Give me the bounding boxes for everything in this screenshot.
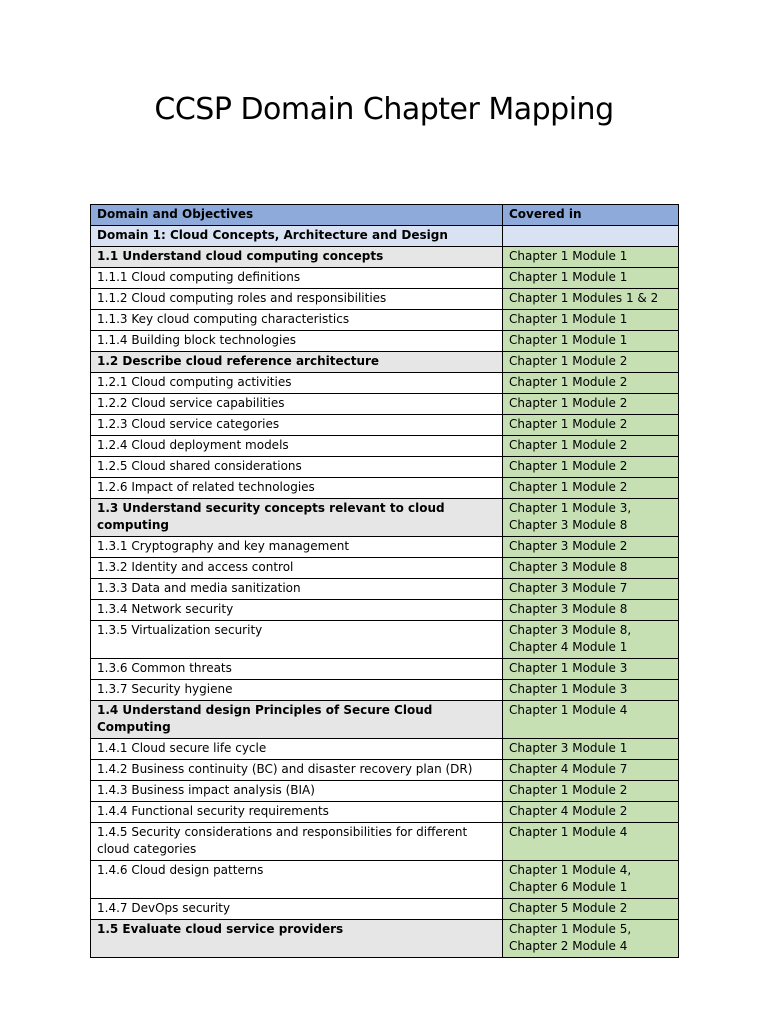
covered-in-cell: Chapter 3 Module 1 [503, 739, 679, 760]
cell-line: Chapter 4 Module 1 [509, 640, 628, 654]
objective-cell: 1.1.3 Key cloud computing characteristics [91, 310, 503, 331]
page-title: CCSP Domain Chapter Mapping [154, 92, 614, 127]
table-row [91, 659, 679, 680]
objective-cell: 1.4.1 Cloud secure life cycle [91, 739, 503, 760]
objective-row [91, 701, 679, 739]
domain-mapping-table [90, 204, 679, 958]
cell-line: Chapter 1 Module 5, [509, 922, 632, 936]
covered-in-cell: Chapter 5 Module 2 [503, 899, 679, 920]
covered-in-cell: Chapter 4 Module 7 [503, 760, 679, 781]
covered-in-cell: Chapter 1 Module 2 [503, 352, 679, 373]
table-row [91, 899, 679, 920]
objective-cell: 1.1.2 Cloud computing roles and responsibilities [91, 289, 503, 310]
table-row [91, 436, 679, 457]
table-row [91, 373, 679, 394]
objective-cell: 1.4.4 Functional security requirements [91, 802, 503, 823]
covered-in-cell: Chapter 3 Module 7 [503, 579, 679, 600]
table-row [91, 268, 679, 289]
objective-cell: 1.1.4 Building block technologies [91, 331, 503, 352]
covered-in-cell: Chapter 3 Module 8 [503, 558, 679, 579]
covered-in-cell: Chapter 1 Module 2 [503, 373, 679, 394]
objective-cell: 1.4.3 Business impact analysis (BIA) [91, 781, 503, 802]
covered-in-cell: Chapter 1 Module 2 [503, 415, 679, 436]
covered-in-cell: Chapter 1 Module 2 [503, 436, 679, 457]
covered-in-cell [503, 861, 679, 899]
objective-row [91, 247, 679, 268]
objective-cell [91, 823, 503, 861]
cell-line: Chapter 2 Module 4 [509, 939, 628, 953]
objective-cell: 1.2 Describe cloud reference architecture [91, 352, 503, 373]
covered-in-cell: Chapter 3 Module 8 [503, 600, 679, 621]
table-row [91, 394, 679, 415]
objective-cell: 1.2.1 Cloud computing activities [91, 373, 503, 394]
objective-cell: 1.5 Evaluate cloud service providers [91, 920, 503, 958]
objective-cell: 1.3 Understand security concepts relevant to cloud computing [91, 499, 503, 537]
table-row [91, 823, 679, 861]
covered-in-cell [503, 226, 679, 247]
objective-cell: 1.3.4 Network security [91, 600, 503, 621]
objective-cell: 1.3.3 Data and media sanitization [91, 579, 503, 600]
table-row [91, 310, 679, 331]
table-row [91, 861, 679, 899]
objective-row [91, 499, 679, 537]
objective-cell: 1.2.5 Cloud shared considerations [91, 457, 503, 478]
objective-cell: 1.3.1 Cryptography and key management [91, 537, 503, 558]
table-row [91, 415, 679, 436]
covered-in-cell: Chapter 1 Module 2 [503, 478, 679, 499]
covered-in-cell [503, 499, 679, 537]
objective-cell: 1.3.6 Common threats [91, 659, 503, 680]
table-row [91, 680, 679, 701]
table-body [91, 205, 679, 958]
covered-in-cell: Chapter 1 Module 1 [503, 247, 679, 268]
covered-in-cell: Chapter 1 Module 2 [503, 457, 679, 478]
covered-in-cell: Chapter 1 Module 2 [503, 394, 679, 415]
covered-in-cell: Chapter 1 Modules 1 & 2 [503, 289, 679, 310]
table-row [91, 537, 679, 558]
covered-in-cell: Chapter 1 Module 1 [503, 310, 679, 331]
table-row [91, 478, 679, 499]
cell-line: Chapter 6 Module 1 [509, 880, 628, 894]
covered-in-cell: Chapter 1 Module 4 [503, 701, 679, 739]
table-row [91, 621, 679, 659]
objective-cell: 1.4.2 Business continuity (BC) and disaster recovery plan (DR) [91, 760, 503, 781]
objective-cell: 1.3.5 Virtualization security [91, 621, 503, 659]
objective-cell: 1.1.1 Cloud computing definitions [91, 268, 503, 289]
objective-cell: 1.4.7 DevOps security [91, 899, 503, 920]
header-objectives: Domain and Objectives [91, 205, 503, 226]
objective-cell: 1.2.3 Cloud service categories [91, 415, 503, 436]
objective-cell: Domain 1: Cloud Concepts, Architecture and Design [91, 226, 503, 247]
objective-cell: 1.3.2 Identity and access control [91, 558, 503, 579]
covered-in-cell: Chapter 1 Module 3 [503, 680, 679, 701]
table-row [91, 331, 679, 352]
header-covered-in: Covered in [503, 205, 679, 226]
covered-in-cell: Chapter 1 Module 1 [503, 331, 679, 352]
table-row [91, 739, 679, 760]
covered-in-cell: Chapter 4 Module 2 [503, 802, 679, 823]
table-row [91, 289, 679, 310]
domain-row [91, 226, 679, 247]
cell-line: Chapter 1 Module 3, [509, 501, 632, 515]
cell-line: Chapter 1 Module 4, [509, 863, 632, 877]
cell-line: 1.4.5 Security considerations and responsibilities for different [97, 825, 468, 839]
covered-in-cell: Chapter 1 Module 1 [503, 268, 679, 289]
covered-in-cell: Chapter 1 Module 3 [503, 659, 679, 680]
objective-cell: 1.3.7 Security hygiene [91, 680, 503, 701]
table-row [91, 579, 679, 600]
table-row [91, 781, 679, 802]
objective-row [91, 920, 679, 958]
table-row [91, 600, 679, 621]
covered-in-cell: Chapter 1 Module 2 [503, 781, 679, 802]
objective-cell: 1.4.6 Cloud design patterns [91, 861, 503, 899]
cell-line: Chapter 3 Module 8 [509, 518, 628, 532]
objective-cell: 1.1 Understand cloud computing concepts [91, 247, 503, 268]
objective-cell: 1.2.2 Cloud service capabilities [91, 394, 503, 415]
objective-cell: 1.4 Understand design Principles of Secure Cloud Computing [91, 701, 503, 739]
covered-in-cell [503, 920, 679, 958]
objective-cell: 1.2.4 Cloud deployment models [91, 436, 503, 457]
covered-in-cell: Chapter 1 Module 4 [503, 823, 679, 861]
cell-line: Chapter 3 Module 8, [509, 623, 632, 637]
table-row [91, 802, 679, 823]
cell-line: cloud categories [97, 842, 197, 856]
covered-in-cell: Chapter 3 Module 2 [503, 537, 679, 558]
table-header-row [91, 205, 679, 226]
table-row [91, 760, 679, 781]
table-row [91, 457, 679, 478]
objective-cell: 1.2.6 Impact of related technologies [91, 478, 503, 499]
table-row [91, 558, 679, 579]
covered-in-cell [503, 621, 679, 659]
objective-row [91, 352, 679, 373]
